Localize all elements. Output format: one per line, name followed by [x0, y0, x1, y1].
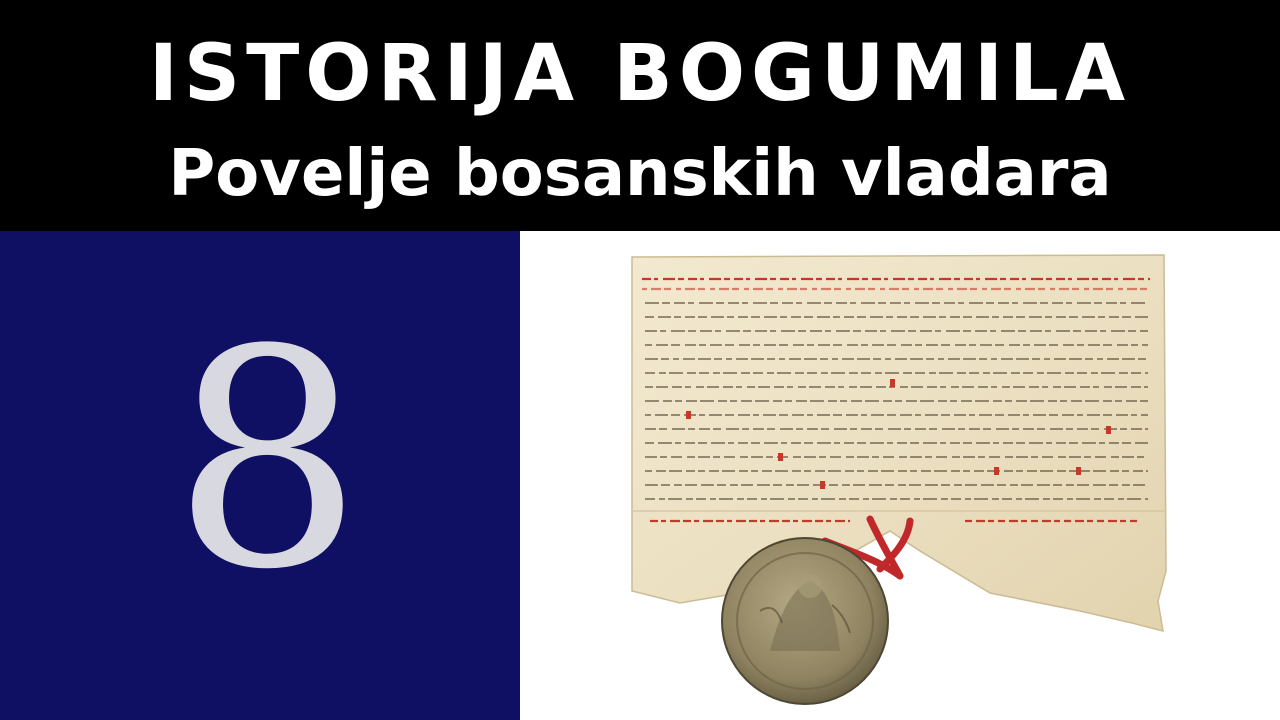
- charter-illustration: [520, 231, 1280, 720]
- subtitle: Povelje bosanskih vladara: [168, 137, 1112, 211]
- glagolitic-title: ISTORIJA BOGUMILA: [148, 29, 1132, 119]
- wax-seal: [722, 538, 888, 704]
- charter-image: [520, 231, 1280, 720]
- episode-number: 8: [172, 286, 363, 635]
- title-bar: [0, 0, 1280, 231]
- episode-panel: [0, 231, 520, 720]
